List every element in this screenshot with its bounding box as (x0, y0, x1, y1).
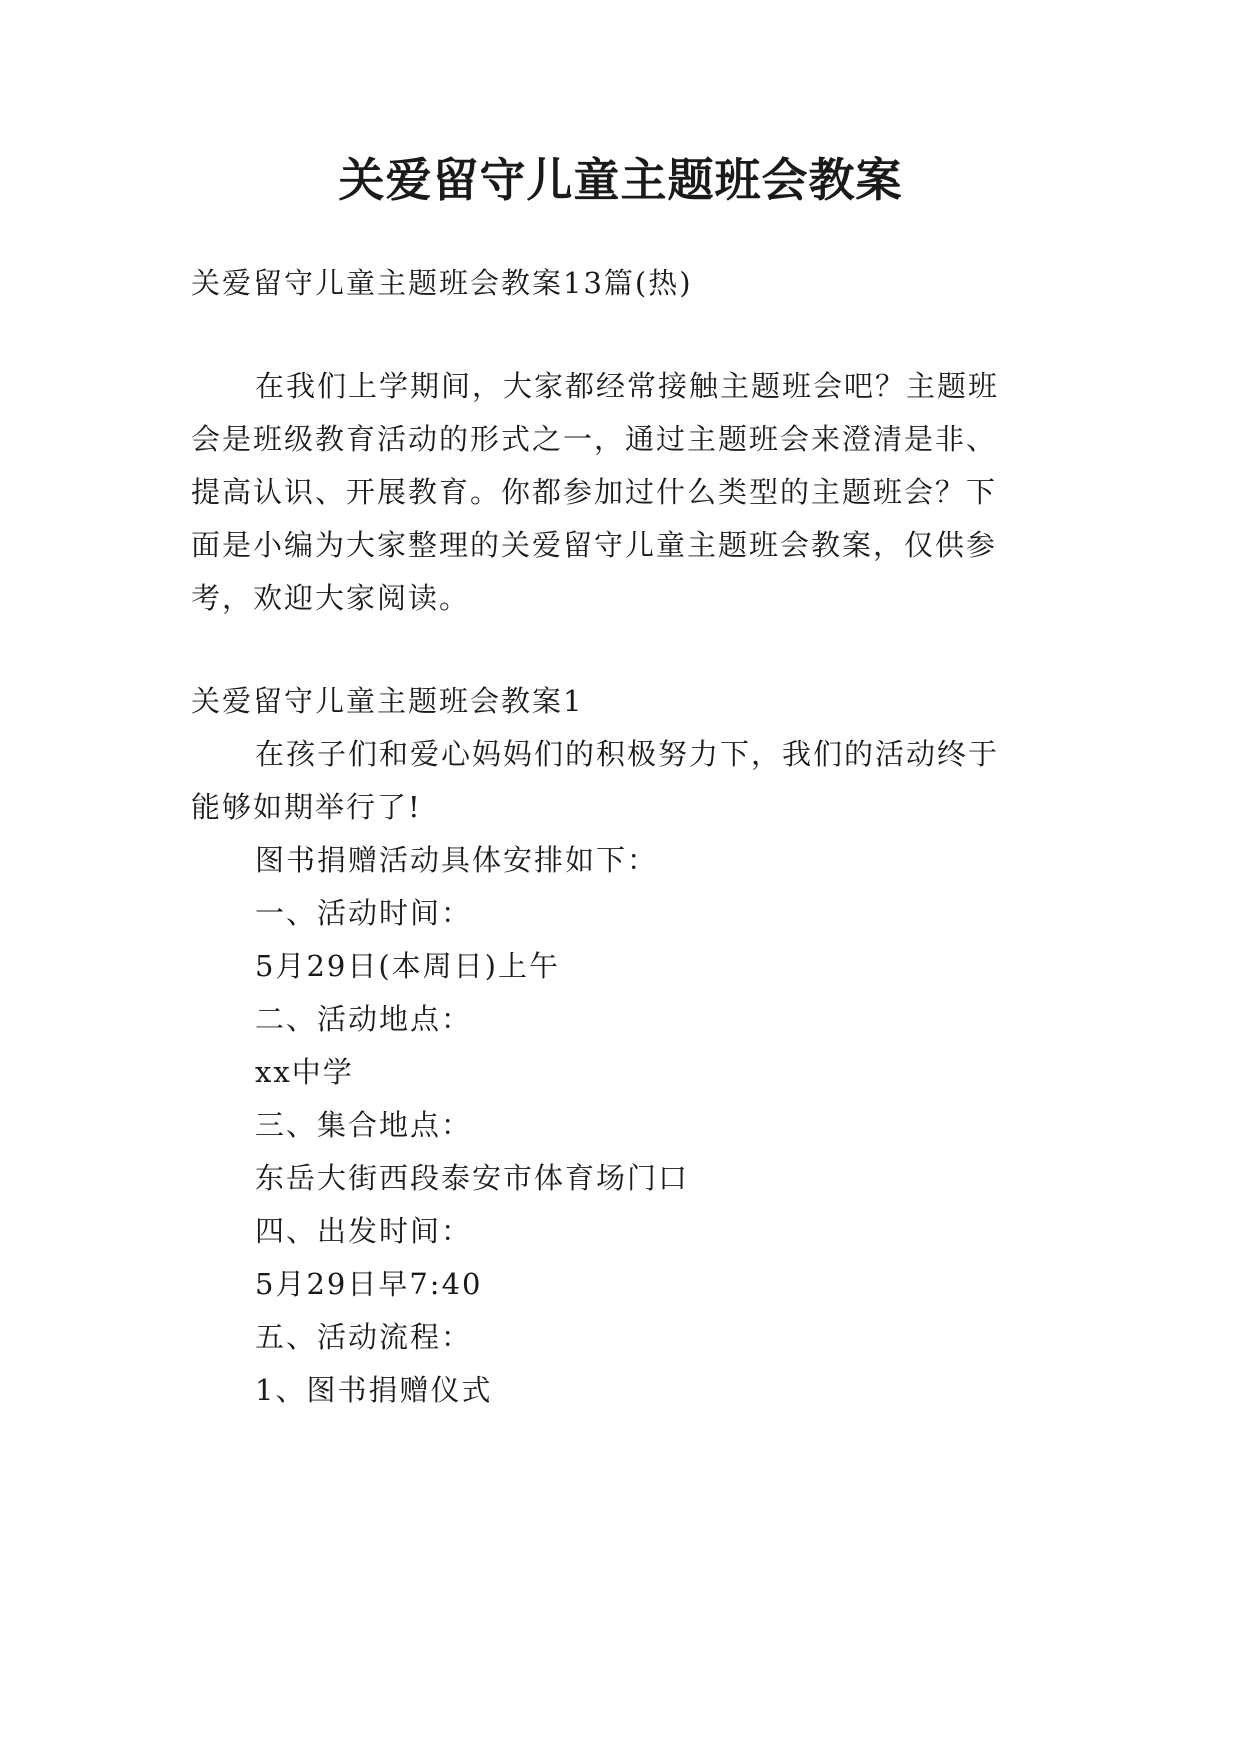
activity-process-heading: 五、活动流程： (255, 1320, 473, 1354)
section-heading: 关爱留守儿童主题班会教案1 (191, 684, 584, 718)
section-line-3: 图书捐赠活动具体安排如下： (255, 843, 659, 877)
section-line-1: 在孩子们和爱心妈妈们的积极努力下，我们的活动终于 (255, 737, 1000, 771)
document-subtitle: 关爱留守儿童主题班会教案13篇(热) (191, 266, 693, 300)
activity-time-heading: 一、活动时间： (255, 896, 473, 930)
process-item-1: 1、图书捐赠仪式 (255, 1373, 493, 1407)
activity-time-value: 5月29日(本周日)上午 (255, 949, 560, 983)
assembly-location-heading: 三、集合地点： (255, 1108, 473, 1142)
intro-line-1: 在我们上学期间，大家都经常接触主题班会吧？主题班 (255, 369, 1000, 403)
intro-line-2: 会是班级教育活动的形式之一，通过主题班会来澄清是非、 (191, 422, 998, 456)
activity-location-heading: 二、活动地点： (255, 1002, 473, 1036)
intro-line-5: 考，欢迎大家阅读。 (191, 581, 471, 615)
departure-time-heading: 四、出发时间： (255, 1214, 473, 1248)
activity-location-value: xx中学 (255, 1055, 354, 1089)
intro-line-4: 面是小编为大家整理的关爱留守儿童主题班会教案，仅供参 (191, 528, 998, 562)
section-line-2: 能够如期举行了! (191, 790, 422, 824)
intro-line-3: 提高认识、开展教育。你都参加过什么类型的主题班会？下 (191, 475, 998, 509)
departure-time-value: 5月29日早7:40 (255, 1267, 483, 1301)
document-title: 关爱留守儿童主题班会教案 (338, 153, 903, 207)
assembly-location-value: 东岳大街西段泰安市体育场门口 (255, 1161, 690, 1195)
